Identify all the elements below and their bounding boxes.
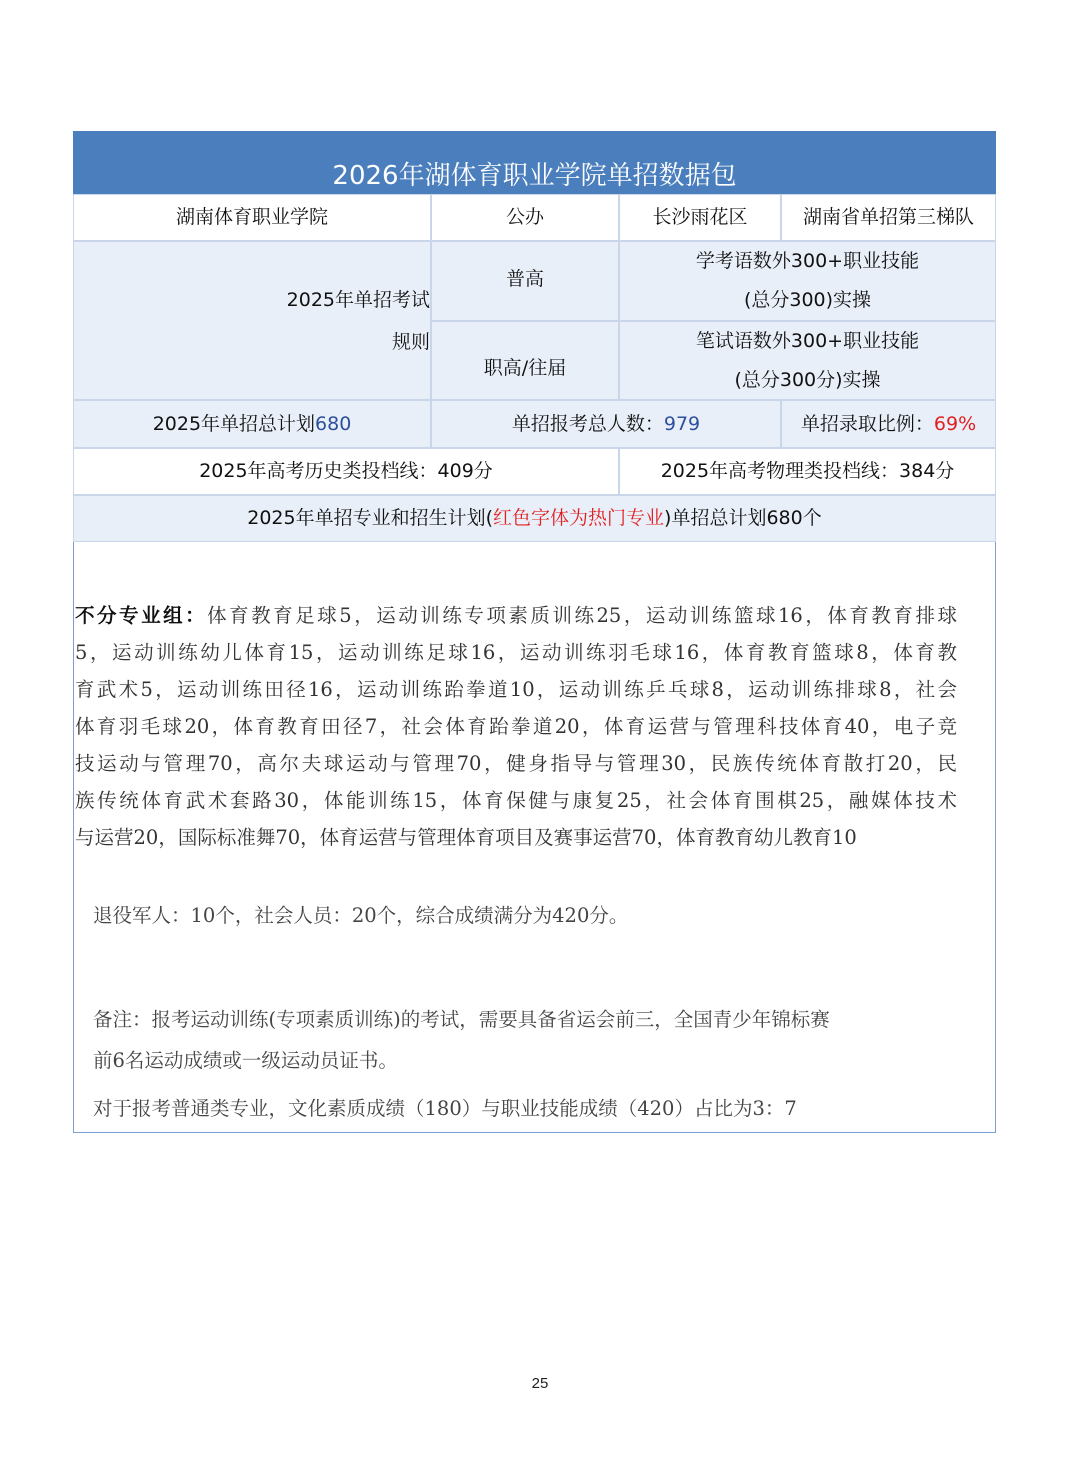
total-plan-label: 2025年单招总计划 [152,413,316,435]
remark-line2: 前6名运动成绩或一级运动员证书。 [93,1049,398,1072]
track-general: 普高 [431,241,619,321]
total-plan [73,400,431,448]
school-tier: 湖南省单招第三梯队 [781,194,996,241]
applicants-value: 979 [663,413,701,435]
total-plan-value: 680 [315,413,352,435]
page-number: 25 [531,1375,549,1392]
track-vocational: 职高/往届 [431,321,619,400]
history-cutoff: 2025年高考历史类投档线：409分 [73,448,619,495]
majors-line: 5，运动训练幼儿体育15，运动训练足球16，运动训练羽毛球16，体育教育篮球8，体育教 [75,641,957,664]
track-general-desc-line1: 学考语数外300+职业技能 [695,250,920,272]
page-title: 2026年湖体育职业学院单招数据包 [73,131,996,194]
majors-line: 与运营20，国际标准舞70，体育运营与管理体育项目及赛事运营70，体育教育幼儿教育10 [75,826,857,849]
track-vocational-desc [619,321,996,400]
ratio-value: 69% [933,413,977,435]
ratio-label: 单招录取比例： [800,413,934,435]
majors-list [75,597,957,856]
track-vocational-desc-line1: 笔试语数外300+职业技能 [695,329,920,352]
school-location: 长沙雨花区 [619,194,781,241]
school-type: 公办 [431,194,619,241]
majors-line [75,597,957,634]
plan-header-suffix: )单招总计划680个 [664,507,822,529]
rules-label-line1: 2025年单招考试 [286,288,430,311]
majors-line: 体育羽毛球20，体育教育田径7，社会体育跆拳道20，体育运营与管理科技体育40，电子竞 [75,715,957,738]
majors-line: 育武术5，运动训练田径16，运动训练跆拳道10，运动训练乒乓球8，运动训练排球8，社会 [75,678,957,701]
rules-label-line2: 规则 [391,330,430,353]
school-name: 湖南体育职业学院 [73,194,431,241]
extra-quota: 退役军人：10个，社会人员：20个，综合成绩满分为420分。 [93,904,629,927]
physics-cutoff: 2025年高考物理类投档线：384分 [619,448,996,495]
track-general-desc [619,241,996,321]
majors-line: 技运动与管理70，高尔夫球运动与管理70，健身指导与管理30，民族传统体育散打20，民 [75,752,957,775]
plan-header [73,495,996,542]
plan-header-hot-note: 红色字体为热门专业 [493,507,665,529]
applicants [431,400,781,448]
admission-ratio [781,400,996,448]
remark-line3: 对于报考普通类专业，文化素质成绩（180）与职业技能成绩（420）占比为3：7 [93,1097,797,1120]
rules-label [73,241,431,400]
track-general-desc-line2: (总分300)实操 [743,289,872,311]
majors-line: 族传统体育武术套路30，体能训练15，体育保健与康复25，社会体育围棋25，融媒体技术 [75,789,957,812]
applicants-label: 单招报考总人数： [511,413,664,435]
majors-label: 不分专业组： [75,604,208,627]
majors-text: 体育教育足球5，运动训练专项素质训练25，运动训练篮球16，体育教育排球 [207,604,957,627]
track-vocational-desc-line2: (总分300分)实操 [734,368,881,391]
plan-header-prefix: 2025年单招专业和招生计划( [247,507,494,529]
remark-line1: 备注：报考运动训练(专项素质训练)的考试，需要具备省运会前三，全国青少年锦标赛 [93,1008,830,1031]
